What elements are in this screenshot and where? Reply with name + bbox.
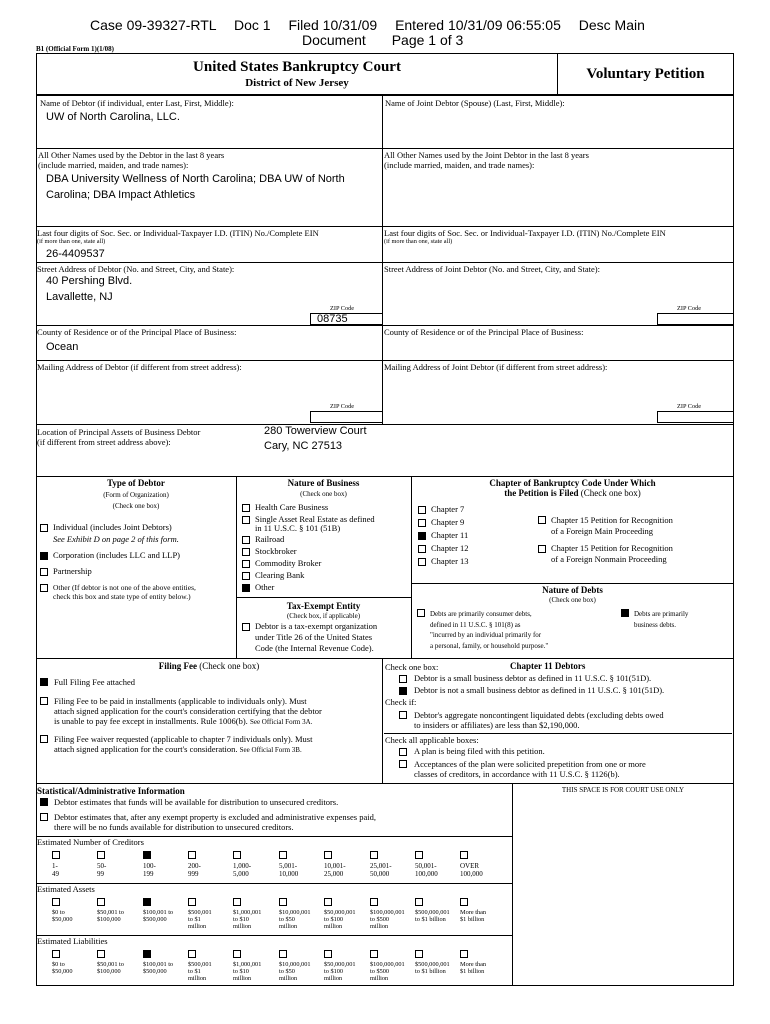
- assets-range-4-label: [233, 909, 261, 930]
- assets-range-1-checkbox[interactable]: [97, 898, 105, 906]
- assets-range-4-l3: million: [233, 923, 252, 930]
- joint-ein-sub: (if more than one, state all): [384, 238, 453, 245]
- assets-range-1-l2: $100,000: [97, 916, 121, 923]
- assets-range-8-l2: to $1 billion: [415, 916, 446, 923]
- assets-label: Estimated Assets: [37, 884, 95, 894]
- creditors-range-1-l1: 50-: [97, 862, 107, 870]
- liabilities-range-8-l2: to $1 billion: [415, 968, 446, 975]
- debtor-street-label: Street Address of Debtor (No. and Street, City, and State):: [37, 264, 235, 274]
- ch11-check-one: Check one box:: [385, 662, 439, 672]
- creditors-range-8-l2: 100,000: [415, 870, 438, 878]
- joint-street-label: Street Address of Joint Debtor (No. and Street, City, and State):: [384, 264, 600, 274]
- creditors-range-7-l1: 25,001-: [370, 862, 392, 870]
- liabilities-range-4-label: [233, 961, 261, 982]
- liabilities-range-6-l1: $50,000,001: [324, 961, 356, 968]
- chapter-1-checkbox[interactable]: [418, 519, 426, 527]
- stockbroker-checkbox[interactable]: [242, 548, 250, 556]
- liabilities-range-2-checkbox[interactable]: [143, 950, 151, 958]
- creditors-range-5-l1: 5,001-: [279, 862, 298, 870]
- assets-range-6-l1: $50,000,001: [324, 909, 356, 916]
- stockbroker-label: Stockbroker: [255, 546, 297, 556]
- debtor-zip-field[interactable]: [310, 313, 383, 325]
- single-asset-line2: in 11 U.S.C. § 101 (51B): [255, 523, 341, 533]
- liabilities-range-1-label: [97, 961, 124, 975]
- chapter-2-label: Chapter 11: [431, 530, 469, 540]
- assets-range-6-l3: million: [324, 923, 343, 930]
- liabilities-range-8-l1: $500,000,001: [415, 961, 450, 968]
- assets-range-5-label: [279, 909, 310, 930]
- doc-number: Doc 1: [233, 17, 271, 33]
- health-care-label: Health Care Business: [255, 502, 329, 512]
- page-of: Page 1 of 3: [391, 32, 464, 48]
- consumer-debts-text: Debts are primarily consumer debts, defined in 11 U.S.C. § 101(8) as "incurred by an individual primarily for a personal, family, or household purpose.": [430, 610, 549, 650]
- liabilities-range-7-label: [370, 961, 405, 982]
- liabilities-range-0-checkbox[interactable]: [52, 950, 60, 958]
- liabilities-range-2-l2: $500,000: [143, 968, 167, 975]
- case-number: Case 09-39327-RTL: [90, 17, 217, 33]
- assets-range-8-l1: $500,000,001: [415, 909, 450, 916]
- no-funds-text: Debtor estimates that, after any exempt property is excluded and administrative expenses paid, there will be no funds available for distribution to unsecured creditors.: [54, 812, 376, 832]
- individual-label: Individual (includes Joint Debtors): [53, 522, 172, 532]
- assets-range-2-checkbox[interactable]: [143, 898, 151, 906]
- liabilities-range-7-l1: $100,000,001: [370, 961, 405, 968]
- assets-range-5-l3: million: [279, 923, 298, 930]
- liabilities-range-2-label: [143, 961, 173, 975]
- assets-range-3-checkbox[interactable]: [188, 898, 196, 906]
- creditors-range-3-l1: 200-: [188, 862, 201, 870]
- nature-of-business-sub: (Check one box): [300, 490, 347, 498]
- liabilities-range-7-l3: million: [370, 975, 389, 982]
- type-of-debtor-sub1: (Form of Organization): [103, 491, 169, 499]
- creditors-range-9-checkbox[interactable]: [460, 851, 468, 859]
- desc-main: Desc Main: [578, 17, 645, 33]
- assets-range-7-l3: million: [370, 923, 389, 930]
- ch11-check-all: Check all applicable boxes:: [385, 735, 479, 745]
- assets-range-3-label: [188, 909, 212, 930]
- assets-range-9-checkbox[interactable]: [460, 898, 468, 906]
- no-funds-checkbox[interactable]: [40, 813, 48, 821]
- single-asset-label: Single Asset Real Estate as defined: [255, 514, 375, 524]
- creditors-range-5-checkbox[interactable]: [279, 851, 287, 859]
- joint-ein-label: Last four digits of Soc. Sec. or Individual-Taxpayer I.D. (ITIN) No./Complete EIN: [384, 228, 666, 238]
- other-entity-checkbox[interactable]: [40, 584, 48, 592]
- consumer-debts-checkbox[interactable]: [417, 609, 425, 617]
- liabilities-range-8-label: [415, 961, 450, 975]
- assets-range-1-label: [97, 909, 124, 923]
- assets-range-4-l1: $1,000,001: [233, 909, 262, 916]
- chapter-1-label: Chapter 9: [431, 517, 465, 527]
- assets-range-6-label: [324, 909, 355, 930]
- liabilities-range-9-label: [460, 961, 486, 975]
- liabilities-range-1-l1: $50,001 to: [97, 961, 124, 968]
- debtor-other-names-label: All Other Names used by the Debtor in the last 8 years (include married, maiden, and trade names):: [38, 150, 225, 170]
- liabilities-range-5-label: [279, 961, 310, 982]
- railroad-checkbox[interactable]: [242, 536, 250, 544]
- assets-range-7-label: [370, 909, 405, 930]
- assets-range-0-l2: $50,000: [52, 916, 73, 923]
- creditors-range-9-l1: OVER: [460, 862, 480, 870]
- debtor-county[interactable]: Ocean: [46, 341, 79, 353]
- acceptances-checkbox[interactable]: [399, 760, 407, 768]
- assets-range-3-l2: to $1: [188, 916, 201, 923]
- creditors-range-4-label: [233, 862, 251, 878]
- creditors-range-0-l2: 49: [52, 870, 59, 878]
- assets-range-6-l2: to $100: [324, 916, 344, 923]
- debtor-ein-sub: (if more than one, state all): [37, 238, 106, 245]
- creditors-range-9-l2: 100,000: [460, 870, 483, 878]
- plan-filed-checkbox[interactable]: [399, 748, 407, 756]
- filed-date: Filed 10/31/09: [288, 17, 378, 33]
- creditors-range-3-checkbox[interactable]: [188, 851, 196, 859]
- plan-filed-text: A plan is being filed with this petition.: [414, 746, 545, 756]
- creditors-range-0-label: [52, 862, 59, 878]
- liabilities-range-2-l1: $100,001 to: [143, 961, 174, 968]
- debtor-ein-label: Last four digits of Soc. Sec. or Individual-Taxpayer I.D. (ITIN) No./Complete EIN: [37, 228, 319, 238]
- creditors-range-8-checkbox[interactable]: [415, 851, 423, 859]
- business-debts-checkbox[interactable]: [621, 609, 629, 617]
- creditors-range-7-checkbox[interactable]: [370, 851, 378, 859]
- type-of-debtor-sub2: (Check one box): [112, 502, 160, 510]
- creditors-range-5-label: [279, 862, 298, 878]
- chapter-3-label: Chapter 12: [431, 543, 469, 553]
- full-fee-checkbox[interactable]: [40, 678, 48, 686]
- filing-fee-title: Filing Fee (Check one box): [158, 661, 260, 671]
- creditors-range-5-l2: 10,000: [279, 870, 299, 878]
- assets-range-9-l1: More than: [460, 909, 487, 916]
- creditors-range-2-l1: 100-: [143, 862, 156, 870]
- creditors-range-4-checkbox[interactable]: [233, 851, 241, 859]
- debtor-zip: 08735: [317, 313, 348, 325]
- creditors-range-1-l2: 99: [97, 870, 104, 878]
- installments-text: Filing Fee to be paid in installments (applicable to individuals only). Must attach signed application for the court's consideration certifying that the debtor is unable to pay fee except in installments. Rule 1006(b). See Official Form 3A.: [54, 696, 322, 726]
- creditors-range-6-l2: 25,000: [324, 870, 344, 878]
- creditors-range-8-l1: 50,001-: [415, 862, 437, 870]
- joint-other-names-label: All Other Names used by the Joint Debtor in the last 8 years (include married, maiden, and trade names):: [384, 150, 589, 170]
- chapter-15-nonmain-checkbox[interactable]: [538, 545, 546, 553]
- assets-range-4-checkbox[interactable]: [233, 898, 241, 906]
- assets-range-5-l1: $10,000,001: [279, 909, 311, 916]
- creditors-range-8-label: [415, 862, 438, 878]
- liabilities-range-3-l3: million: [188, 975, 207, 982]
- assets-range-0-checkbox[interactable]: [52, 898, 60, 906]
- assets-range-0-label: [52, 909, 72, 923]
- waiver-checkbox[interactable]: [40, 735, 48, 743]
- assets-range-7-checkbox[interactable]: [370, 898, 378, 906]
- liabilities-range-3-l1: $500,001: [188, 961, 212, 968]
- creditors-range-2-l2: 199: [143, 870, 154, 878]
- voluntary-petition-title: Voluntary Petition: [586, 66, 705, 82]
- debtor-street[interactable]: 40 Pershing Blvd. Lavallette, NJ: [46, 275, 133, 303]
- joint-county-label: County of Residence or of the Principal Place of Business:: [384, 327, 584, 337]
- liabilities-range-5-checkbox[interactable]: [279, 950, 287, 958]
- joint-mailing-zip-label: ZIP Code: [677, 403, 702, 410]
- assets-range-9-label: [460, 909, 486, 923]
- liabilities-range-0-l2: $50,000: [52, 968, 73, 975]
- corporation-checkbox[interactable]: [40, 552, 48, 560]
- chapter-15-main-checkbox[interactable]: [538, 516, 546, 524]
- creditors-range-2-checkbox[interactable]: [143, 851, 151, 859]
- debtor-other-names[interactable]: DBA University Wellness of North Carolina; DBA UW of North Carolina; DBA Impact Athletics: [46, 173, 345, 201]
- chapter-15-nonmain-text: Chapter 15 Petition for Recognition of a Foreign Nonmain Proceeding: [551, 543, 673, 564]
- assets-range-2-label: [143, 909, 173, 923]
- aggregate-debts-checkbox[interactable]: [399, 711, 407, 719]
- joint-mailing-zip-field[interactable]: [657, 411, 734, 423]
- assets-range-8-label: [415, 909, 450, 923]
- liabilities-range-7-l2: to $500: [370, 968, 390, 975]
- other-business-checkbox[interactable]: [242, 584, 250, 592]
- document-label: Document: [302, 32, 366, 48]
- court-title: United States Bankruptcy Court: [193, 59, 401, 75]
- partnership-checkbox[interactable]: [40, 568, 48, 576]
- tax-exempt-checkbox[interactable]: [242, 623, 250, 631]
- assets-range-9-l2: $1 billion: [460, 916, 485, 923]
- creditors-range-9-label: [460, 862, 483, 878]
- chapter-title: Chapter of Bankruptcy Code Under Which the Petition is Filed (Check one box): [489, 478, 656, 498]
- location-value[interactable]: 280 Towerview Court Cary, NC 27513: [264, 425, 367, 452]
- creditors-range-0-checkbox[interactable]: [52, 851, 60, 859]
- commodity-broker-checkbox[interactable]: [242, 560, 250, 568]
- liabilities-range-6-label: [324, 961, 355, 982]
- liabilities-range-0-l1: $0 to: [52, 961, 65, 968]
- other-business-label: Other: [255, 582, 275, 592]
- entered-date: Entered 10/31/09 06:55:05: [395, 17, 561, 33]
- chapter-0-checkbox[interactable]: [418, 506, 426, 514]
- liabilities-range-3-l2: to $1: [188, 968, 201, 975]
- case-header: [90, 18, 710, 33]
- liabilities-range-6-l3: million: [324, 975, 343, 982]
- corporation-label: Corporation (includes LLC and LLP): [53, 550, 181, 560]
- liabilities-range-3-label: [188, 961, 212, 982]
- type-of-debtor-title: Type of Debtor: [107, 478, 165, 488]
- commodity-broker-label: Commodity Broker: [255, 558, 322, 568]
- tax-exempt-title: Tax-Exempt Entity: [286, 601, 361, 611]
- creditors-range-6-l1: 10,001-: [324, 862, 346, 870]
- not-small-business-checkbox[interactable]: [399, 687, 407, 695]
- tax-exempt-sub: (Check box, if applicable): [286, 612, 361, 620]
- railroad-label: Railroad: [255, 534, 285, 544]
- business-debts-text: Debts are primarily business debts.: [634, 610, 689, 629]
- small-business-text: Debtor is a small business debtor as defined in 11 U.S.C. § 101(51D).: [414, 673, 652, 683]
- liabilities-range-0-label: [52, 961, 72, 975]
- assets-range-5-checkbox[interactable]: [279, 898, 287, 906]
- creditors-range-4-l1: 1,000-: [233, 862, 252, 870]
- chapter-0-label: Chapter 7: [431, 504, 465, 514]
- liabilities-range-9-l2: $1 billion: [460, 968, 485, 975]
- liabilities-range-1-checkbox[interactable]: [97, 950, 105, 958]
- chapter-15-main-text: Chapter 15 Petition for Recognition of a Foreign Main Proceeding: [551, 515, 673, 536]
- court-use-only: THIS SPACE IS FOR COURT USE ONLY: [561, 786, 685, 794]
- liabilities-range-5-l1: $10,000,001: [279, 961, 311, 968]
- health-care-checkbox[interactable]: [242, 504, 250, 512]
- other-entity-line2: check this box and state type of entity below.): [53, 592, 191, 601]
- partnership-label: Partnership: [53, 566, 92, 576]
- creditors-range-7-label: [370, 862, 392, 878]
- assets-range-3-l1: $500,001: [188, 909, 212, 916]
- liabilities-range-3-checkbox[interactable]: [188, 950, 196, 958]
- debtor-zip-label: ZIP Code: [330, 305, 355, 312]
- debtor-mailing-zip-field[interactable]: [310, 411, 383, 423]
- chapter-2-checkbox[interactable]: [418, 532, 426, 540]
- creditors-range-4-l2: 5,000: [233, 870, 249, 878]
- form-id: B1 (Official Form 1)(1/08): [36, 45, 114, 53]
- liabilities-range-8-checkbox[interactable]: [415, 950, 423, 958]
- liabilities-range-4-l1: $1,000,001: [233, 961, 262, 968]
- assets-range-2-l2: $500,000: [143, 916, 167, 923]
- funds-available-checkbox[interactable]: [40, 798, 48, 806]
- assets-range-6-checkbox[interactable]: [324, 898, 332, 906]
- tax-exempt-text: Debtor is a tax-exempt organization under Title 26 of the United States Code (the Internal Revenue Code).: [255, 621, 378, 653]
- chapter-4-label: Chapter 13: [431, 556, 469, 566]
- assets-range-8-checkbox[interactable]: [415, 898, 423, 906]
- page-indicator: [302, 33, 463, 48]
- funds-available-text: Debtor estimates that funds will be available for distribution to unsecured creditors.: [54, 797, 339, 807]
- full-fee-text: Full Filing Fee attached: [54, 677, 135, 687]
- small-business-checkbox[interactable]: [399, 675, 407, 683]
- clearing-bank-checkbox[interactable]: [242, 572, 250, 580]
- clearing-bank-label: Clearing Bank: [255, 570, 305, 580]
- creditors-range-3-l2: 999: [188, 870, 199, 878]
- debtor-mailing-label: Mailing Address of Debtor (if different from street address):: [37, 362, 242, 372]
- liabilities-range-4-checkbox[interactable]: [233, 950, 241, 958]
- assets-range-0-l1: $0 to: [52, 909, 65, 916]
- installments-checkbox[interactable]: [40, 697, 48, 705]
- joint-zip-label: ZIP Code: [677, 305, 702, 312]
- debtor-name[interactable]: UW of North Carolina, LLC.: [46, 111, 180, 123]
- liabilities-range-7-checkbox[interactable]: [370, 950, 378, 958]
- debtor-county-label: County of Residence or of the Principal Place of Business:: [37, 327, 237, 337]
- liabilities-range-4-l3: million: [233, 975, 252, 982]
- joint-mailing-label: Mailing Address of Joint Debtor (if different from street address):: [384, 362, 608, 372]
- waiver-text: Filing Fee waiver requested (applicable to chapter 7 individuals only). Must attach signed application for the court's consideration. See Official Form 3B.: [54, 734, 313, 754]
- district: District of New Jersey: [245, 77, 349, 89]
- ch11-debtors-title: Chapter 11 Debtors: [510, 661, 586, 671]
- assets-range-3-l3: million: [188, 923, 207, 930]
- single-asset-checkbox[interactable]: [242, 516, 250, 524]
- creditors-range-1-checkbox[interactable]: [97, 851, 105, 859]
- liabilities-range-1-l2: $100,000: [97, 968, 121, 975]
- nature-of-debts-title: Nature of Debts: [542, 585, 603, 595]
- chapter-3-checkbox[interactable]: [418, 545, 426, 553]
- aggregate-debts-text: Debtor's aggregate noncontingent liquidated debts (excluding debts owed to insiders or affiliates) are less than $2,190,000.: [414, 710, 664, 730]
- liabilities-range-5-l3: million: [279, 975, 298, 982]
- creditors-range-7-l2: 50,000: [370, 870, 390, 878]
- assets-range-1-l1: $50,001 to: [97, 909, 124, 916]
- nature-of-business-title: Nature of Business: [287, 478, 360, 488]
- creditors-range-6-checkbox[interactable]: [324, 851, 332, 859]
- chapter-4-checkbox[interactable]: [418, 558, 426, 566]
- location-label: Location of Principal Assets of Business Debtor (if different from street address above):: [37, 427, 201, 447]
- liabilities-range-9-l1: More than: [460, 961, 487, 968]
- liabilities-range-9-checkbox[interactable]: [460, 950, 468, 958]
- liabilities-label: Estimated Liabilities: [37, 936, 108, 946]
- creditors-range-1-label: [97, 862, 106, 878]
- debtor-ein[interactable]: 26-4409537: [46, 248, 105, 260]
- joint-zip-field[interactable]: [657, 313, 734, 325]
- assets-range-4-l2: to $10: [233, 916, 249, 923]
- assets-range-7-l2: to $500: [370, 916, 390, 923]
- creditors-range-2-label: [143, 862, 156, 878]
- ch11-check-if: Check if:: [385, 697, 417, 707]
- assets-range-5-l2: to $50: [279, 916, 295, 923]
- creditors-label: Estimated Number of Creditors: [37, 837, 144, 847]
- creditors-range-0-l1: 1-: [52, 862, 58, 870]
- exhibit-d-note: See Exhibit D on page 2 of this form.: [53, 534, 179, 544]
- liabilities-range-4-l2: to $10: [233, 968, 249, 975]
- creditors-range-6-label: [324, 862, 346, 878]
- liabilities-range-5-l2: to $50: [279, 968, 295, 975]
- debtor-mailing-zip-label: ZIP Code: [330, 403, 355, 410]
- individual-checkbox[interactable]: [40, 524, 48, 532]
- assets-range-7-l1: $100,000,001: [370, 909, 405, 916]
- other-entity-label: Other (If debtor is not one of the above entities,: [53, 583, 196, 592]
- creditors-range-3-label: [188, 862, 201, 878]
- liabilities-range-6-l2: to $100: [324, 968, 344, 975]
- acceptances-text: Acceptances of the plan were solicited prepetition from one or more classes of creditors, in accordance with 11 U.S.C. § 1126(b).: [414, 759, 646, 779]
- assets-range-2-l1: $100,001 to: [143, 909, 174, 916]
- statistical-title: Statistical/Administrative Information: [37, 786, 185, 796]
- joint-name-label: Name of Joint Debtor (Spouse) (Last, First, Middle):: [385, 98, 565, 108]
- debtor-name-label: Name of Debtor (if individual, enter Last, First, Middle):: [40, 98, 234, 108]
- not-small-business-text: Debtor is not a small business debtor as defined in 11 U.S.C. § 101(51D).: [414, 685, 665, 695]
- liabilities-range-6-checkbox[interactable]: [324, 950, 332, 958]
- nature-of-debts-sub: (Check one box): [549, 596, 596, 604]
